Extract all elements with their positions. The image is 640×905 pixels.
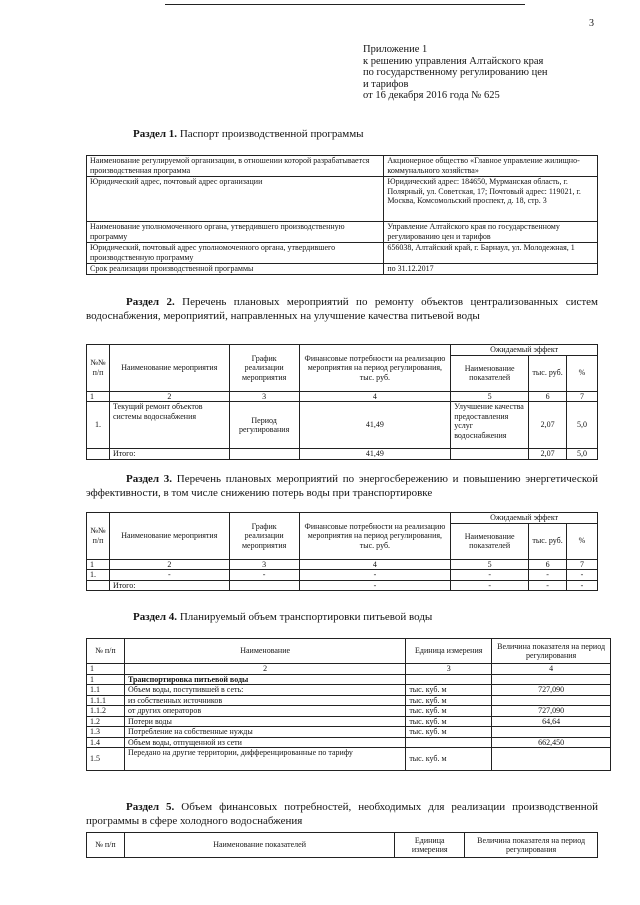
- table-cell: 1.1: [87, 685, 125, 696]
- column-header: Ожидаемый эффект: [451, 513, 598, 524]
- table-cell: 662,450: [492, 737, 611, 748]
- table-cell: тыс. куб. м: [406, 685, 492, 696]
- table-cell: 1.1.2: [87, 706, 125, 717]
- column-number: 6: [529, 559, 567, 570]
- table-row: [87, 156, 598, 177]
- table-cell: -: [529, 580, 567, 591]
- column-number: 2: [109, 559, 229, 570]
- header-row: [87, 639, 611, 664]
- table-cell: Потребление на собственные нужды: [124, 727, 405, 738]
- table-cell: -: [451, 570, 529, 581]
- table-cell: Улучшение качества предоставления услуг водоснабжения: [451, 402, 529, 449]
- table-cell: 1.: [87, 402, 110, 449]
- table-cell: Наименование регулируемой организации, в отношении которой разрабатывается производственная программа: [87, 156, 384, 177]
- table-cell: [87, 580, 110, 591]
- section-label: Раздел 2.: [126, 296, 175, 308]
- column-number: 5: [451, 559, 529, 570]
- passport-table: [86, 155, 598, 275]
- column-header: Наименование: [124, 639, 405, 664]
- table-cell: тыс. куб. м: [406, 748, 492, 771]
- section-title: Перечень плановых мероприятий по ремонту объектов централизованных систем водоснабжения, мероприятий, направленных на улучшение качества питьевой воды: [86, 296, 599, 322]
- table-cell: 5,0: [567, 449, 598, 460]
- table-cell: -: [299, 580, 451, 591]
- table-row: [87, 727, 611, 738]
- column-header: График реализации мероприятия: [229, 345, 299, 392]
- table-cell: -: [109, 570, 229, 581]
- header-row: [87, 345, 598, 356]
- table-row: [87, 695, 611, 706]
- section-title: Объем финансовых потребностей, необходимых для реализации производственной программы в сфере холодного водоснабжения: [86, 801, 599, 827]
- table-row: [87, 716, 611, 727]
- column-header: Наименование мероприятия: [109, 345, 229, 392]
- column-header: %: [567, 355, 598, 391]
- column-header: График реализации мероприятия: [229, 513, 299, 560]
- table-cell: Наименование уполномоченного органа, утвердившего производственную программу: [87, 222, 384, 243]
- total-label: Итого:: [109, 449, 229, 460]
- table-cell: 41,49: [299, 449, 451, 460]
- section1-heading: [133, 127, 364, 141]
- table-cell: [87, 449, 110, 460]
- section-title: Перечень плановых мероприятий по энергосбережению и повышению энергетической эффективности, в том числе снижению потерь воды при транспортировке: [86, 473, 598, 499]
- table-cell: 1.: [87, 570, 110, 581]
- table-cell: 64,64: [492, 716, 611, 727]
- table-cell: [229, 449, 299, 460]
- section-title: Планируемый объем транспортировки питьевой воды: [179, 611, 433, 623]
- column-number-row: [87, 559, 598, 570]
- table-cell: [492, 748, 611, 771]
- table-cell: Передано на другие территории, дифференцированные по тарифу: [124, 748, 405, 771]
- column-header: Наименование мероприятия: [109, 513, 229, 560]
- column-number: 7: [567, 559, 598, 570]
- column-number: 2: [109, 391, 229, 402]
- appendix-line: от 16 декабря 2016 года № 625: [363, 90, 500, 102]
- table-cell: -: [299, 570, 451, 581]
- column-header: Единица измерения: [406, 639, 492, 664]
- table-cell: [229, 580, 299, 591]
- appendix-block: [363, 44, 547, 102]
- header-row: [87, 513, 598, 524]
- table-row: [87, 706, 611, 717]
- column-header: Финансовые потребности на реализацию мероприятия на период регулирования, тыс. руб.: [299, 345, 451, 392]
- table-cell: тыс. куб. м: [406, 716, 492, 727]
- table-cell: -: [567, 570, 598, 581]
- appendix-line: к решению управления Алтайского края: [363, 55, 544, 67]
- transport-volume-table: [86, 638, 611, 771]
- table-cell: 41,49: [299, 402, 451, 449]
- table-cell: 656038, Алтайский край, г. Барнаул, ул. Молодежная, 1: [384, 243, 598, 264]
- column-number: 7: [567, 391, 598, 402]
- table-cell: -: [451, 580, 529, 591]
- table-cell: 1.2: [87, 716, 125, 727]
- table-row: [87, 264, 598, 275]
- table-cell: Акционерное общество «Главное управление жилищно-коммунального хозяйства»: [384, 156, 598, 177]
- table-cell: Юридический адрес: 184650, Мурманская область, г. Полярный, ул. Советская, 17; Почтовый адрес: 119021, г. Москва, Комсомольский проспект, д. 18, стр. 3: [384, 177, 598, 222]
- table-cell: [492, 695, 611, 706]
- table-row: [87, 737, 611, 748]
- table-cell: [492, 727, 611, 738]
- appendix-line: по государственному регулированию цен: [363, 67, 548, 79]
- table-cell: 1.3: [87, 727, 125, 738]
- table-row: [87, 570, 598, 581]
- table-cell: -: [529, 570, 567, 581]
- section-label: Раздел 5.: [126, 801, 175, 813]
- column-header: № п/п: [87, 639, 125, 664]
- header-row: [87, 833, 598, 858]
- table-cell: [406, 737, 492, 748]
- column-number: 3: [229, 559, 299, 570]
- total-row: [87, 449, 598, 460]
- page-number: 3: [589, 18, 594, 29]
- column-header: Ожидаемый эффект: [451, 345, 598, 356]
- table-cell: тыс. куб. м: [406, 727, 492, 738]
- column-number: 4: [492, 664, 611, 675]
- table-cell: тыс. куб. м: [406, 695, 492, 706]
- column-number: 4: [299, 391, 451, 402]
- table-cell: [451, 449, 529, 460]
- column-number: 1: [87, 391, 110, 402]
- table-cell: 5,0: [567, 402, 598, 449]
- column-number-row: [87, 664, 611, 675]
- financial-needs-table: [86, 832, 598, 858]
- table-cell: 1.1.1: [87, 695, 125, 706]
- table-cell: -: [567, 580, 598, 591]
- table-cell: -: [229, 570, 299, 581]
- column-header: тыс. руб.: [529, 355, 567, 391]
- column-number: 6: [529, 391, 567, 402]
- section5-heading: [86, 800, 598, 828]
- section2-heading: [86, 295, 598, 323]
- table-cell: Юридический, почтовый адрес уполномоченного органа, утвердившего производственную программу: [87, 243, 384, 264]
- table-cell: Объем воды, отпущенной из сети: [124, 737, 405, 748]
- table-row: [87, 243, 598, 264]
- column-header: Наименование показателей: [124, 833, 394, 858]
- table-row: [87, 748, 611, 771]
- column-header: Величина показателя на период регулирования: [465, 833, 598, 858]
- column-header: Финансовые потребности на реализацию мероприятия на период регулирования, тыс. руб.: [299, 513, 451, 560]
- column-number: 2: [124, 664, 405, 675]
- column-number-row: [87, 391, 598, 402]
- table-cell: [492, 674, 611, 685]
- table-cell: 2,07: [529, 449, 567, 460]
- appendix-line: и тарифов: [363, 78, 409, 90]
- section4-heading: [133, 610, 432, 624]
- section3-heading: [86, 472, 598, 500]
- top-rule: [165, 4, 525, 5]
- section-title: Паспорт производственной программы: [179, 128, 364, 140]
- appendix-line: Приложение 1: [363, 44, 428, 55]
- table-cell: Срок реализации производственной программы: [87, 264, 384, 275]
- section-label: Раздел 4.: [133, 611, 178, 623]
- table-row: [87, 177, 598, 222]
- table-cell: 727,090: [492, 685, 611, 696]
- column-header: Единица измерения: [395, 833, 465, 858]
- column-number: 3: [229, 391, 299, 402]
- table-cell: Потери воды: [124, 716, 405, 727]
- energy-saving-table: [86, 512, 598, 591]
- table-cell: из собственных источников: [124, 695, 405, 706]
- table-cell: Транспортировка питьевой воды: [124, 674, 405, 685]
- table-cell: Объем воды, поступившей в сеть:: [124, 685, 405, 696]
- table-cell: Управление Алтайского края по государственному регулированию цен и тарифов: [384, 222, 598, 243]
- repair-measures-table: [86, 344, 598, 460]
- table-cell: Юридический адрес, почтовый адрес организации: [87, 177, 384, 222]
- section-label: Раздел 1.: [133, 128, 178, 140]
- column-header: Наименование показателей: [451, 355, 529, 391]
- table-row: [87, 402, 598, 449]
- table-cell: тыс. куб. м: [406, 706, 492, 717]
- table-cell: Текущий ремонт объектов системы водоснабжения: [109, 402, 229, 449]
- table-cell: Период регулирования: [229, 402, 299, 449]
- column-header: тыс. руб.: [529, 523, 567, 559]
- total-row: [87, 580, 598, 591]
- table-row: [87, 685, 611, 696]
- table-cell: 1: [87, 674, 125, 685]
- column-header: %: [567, 523, 598, 559]
- total-label: Итого:: [109, 580, 229, 591]
- table-row: [87, 222, 598, 243]
- column-header: Наименование показателей: [451, 523, 529, 559]
- table-cell: от других операторов: [124, 706, 405, 717]
- column-header: №№ п/п: [87, 513, 110, 560]
- table-cell: 727,090: [492, 706, 611, 717]
- section-label: Раздел 3.: [126, 473, 173, 485]
- table-cell: [406, 674, 492, 685]
- table-cell: 1.5: [87, 748, 125, 771]
- column-number: 1: [87, 559, 110, 570]
- column-number: 5: [451, 391, 529, 402]
- column-header: №№ п/п: [87, 345, 110, 392]
- column-number: 3: [406, 664, 492, 675]
- table-cell: по 31.12.2017: [384, 264, 598, 275]
- column-number: 4: [299, 559, 451, 570]
- table-cell: 2,07: [529, 402, 567, 449]
- table-cell: 1.4: [87, 737, 125, 748]
- column-number: 1: [87, 664, 125, 675]
- column-header: Величина показателя на период регулирования: [492, 639, 611, 664]
- table-row: [87, 674, 611, 685]
- column-header: № п/п: [87, 833, 125, 858]
